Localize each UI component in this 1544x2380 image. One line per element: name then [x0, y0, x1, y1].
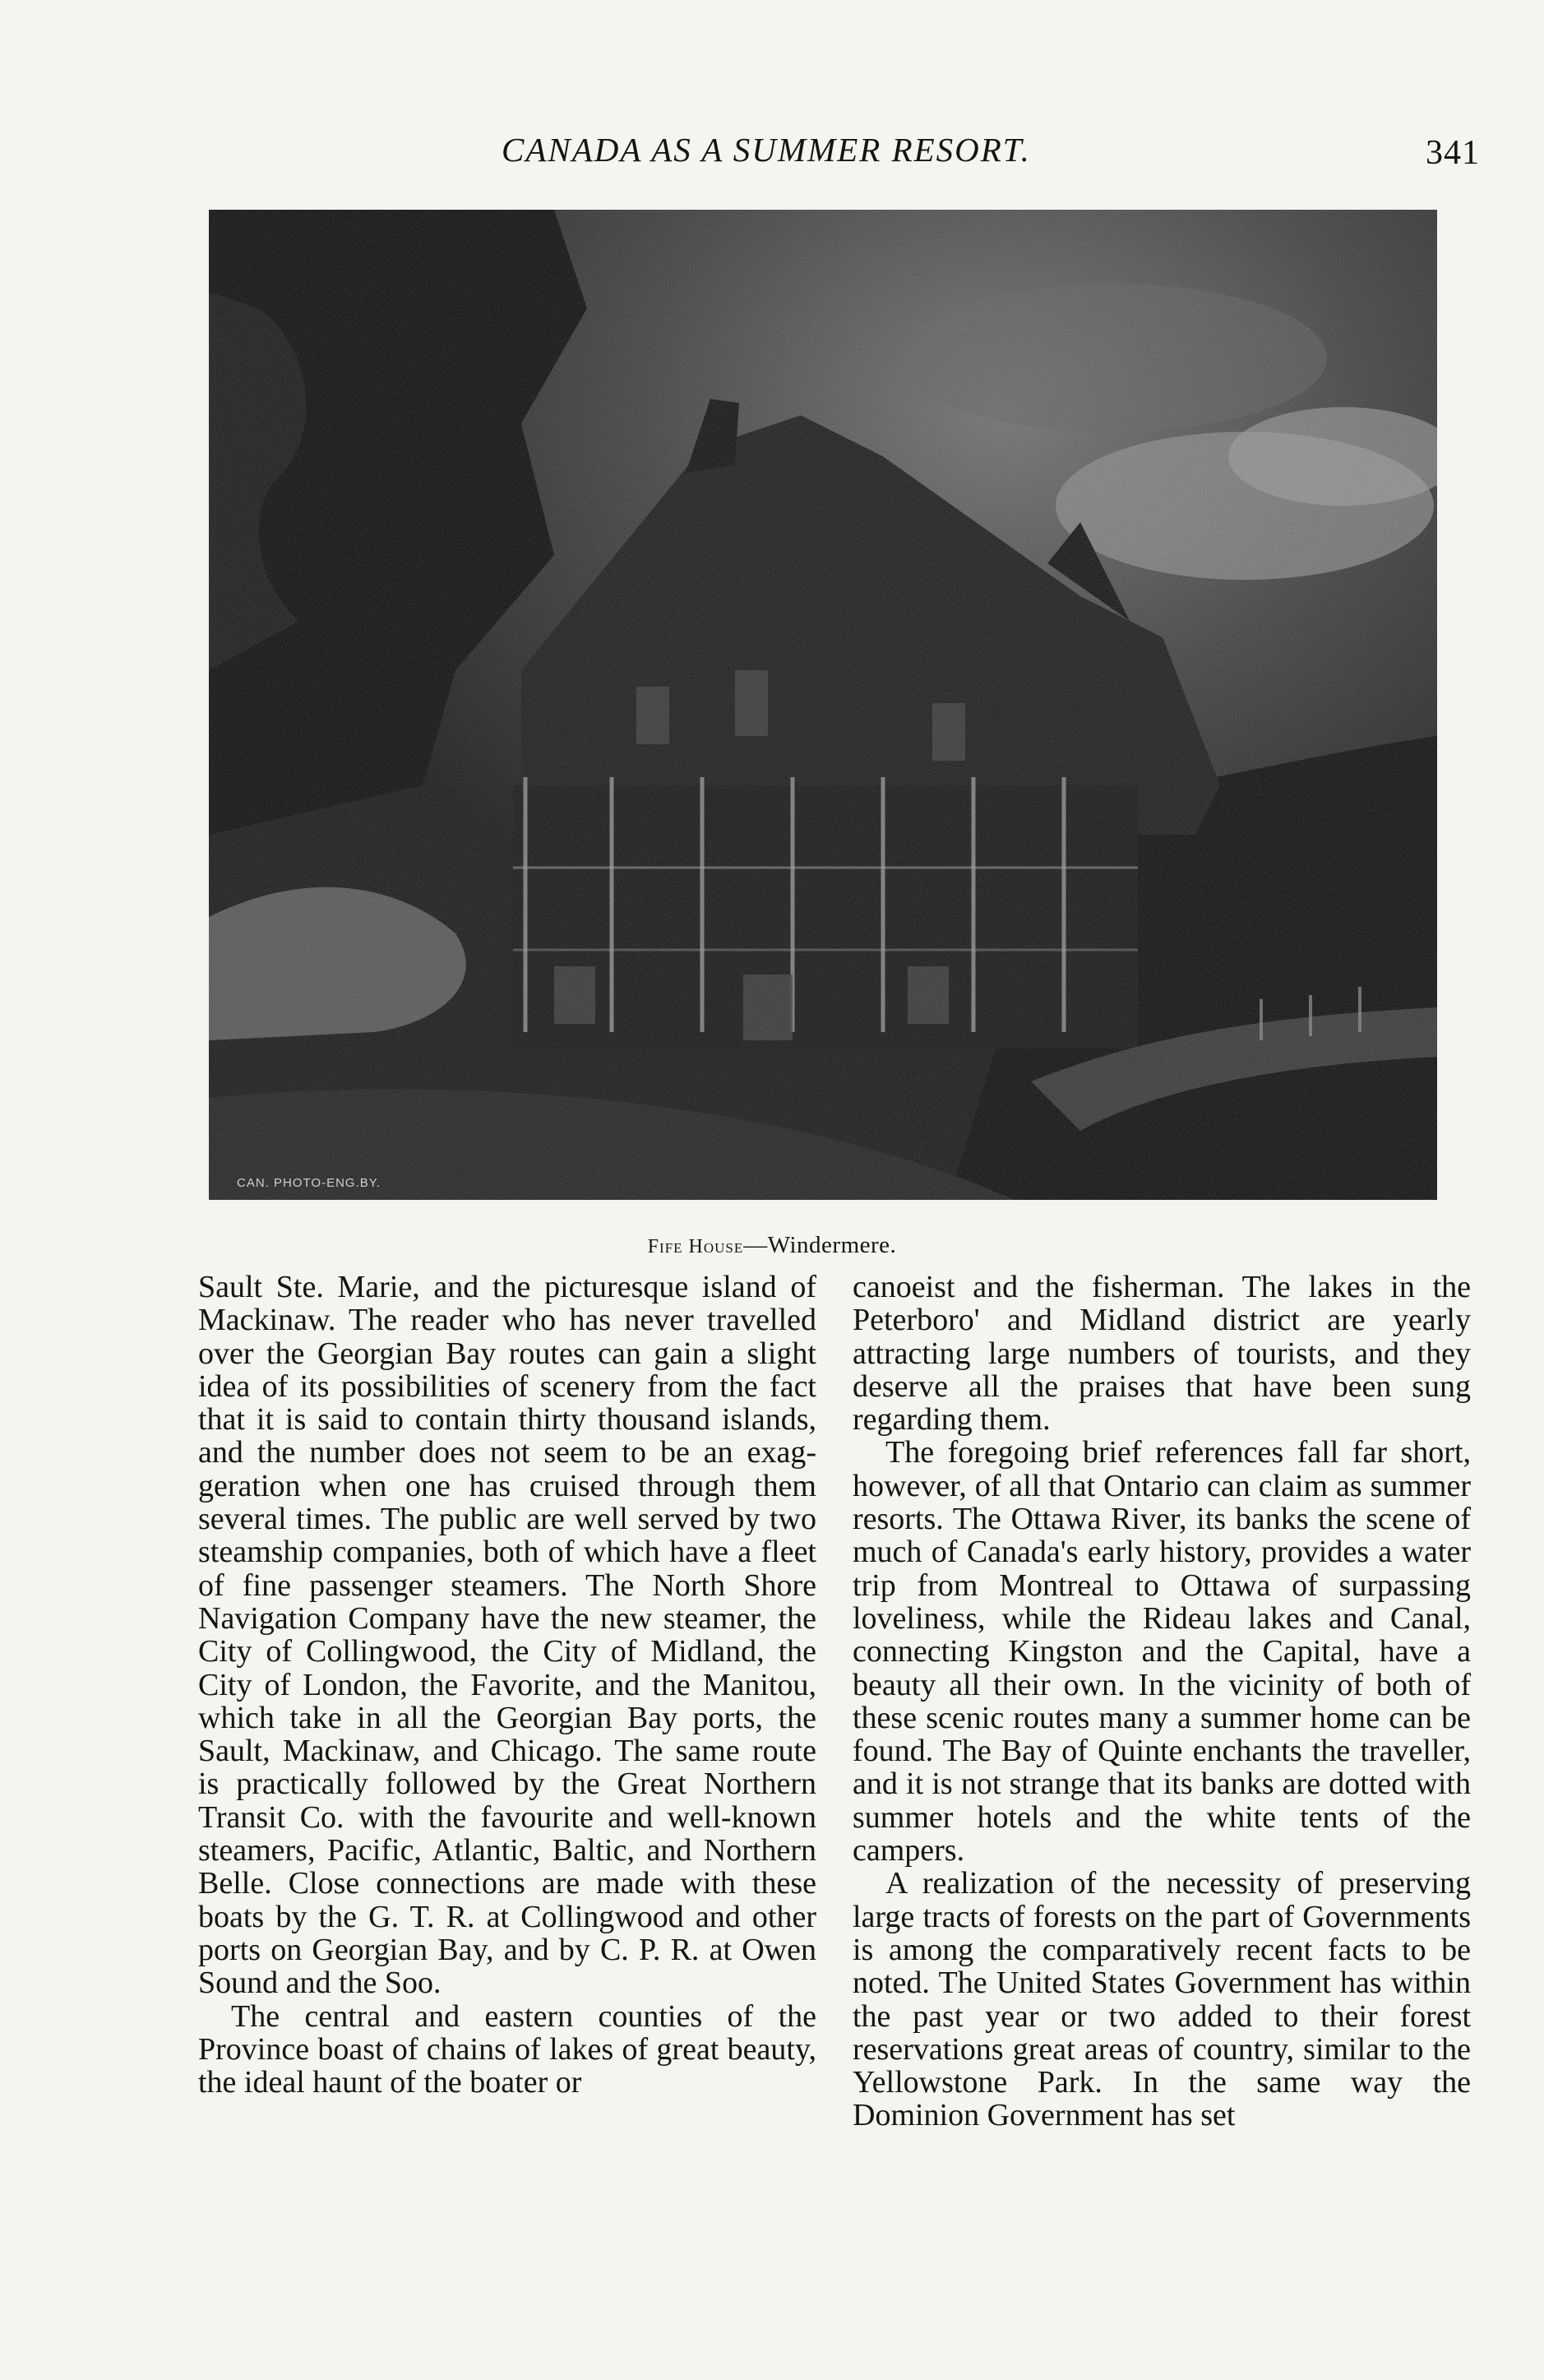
- engraver-credit: CAN. PHOTO-ENG.BY.: [237, 1176, 381, 1190]
- running-title: CANADA AS A SUMMER RESORT.: [502, 131, 1031, 169]
- paragraph: The central and eastern counties of the Province boast of chains of lakes of great beauty, the ideal haunt of the boater or: [198, 1998, 816, 2100]
- page-number: 341: [1426, 134, 1480, 172]
- left-column: [198, 1271, 816, 2099]
- caption-place: —Windermere.: [743, 1232, 897, 1258]
- paragraph: The foregoing brief references fall far short, however, of all that Ontario can claim as summer resorts. The Ottawa River, its banks the scene of much of Canada's early history, provides a water trip from Montreal to Ottawa of surpassing loveliness, while the Rideau lakes and Canal, connecting Kingston and the Capital, have a beauty all their own. In the vicinity of both of these scenic routes many a summer home can be found. The Bay of Quinte enchants the traveller, and it is not strange that its banks are dotted with summer hotels and the white tents of the campers.: [853, 1435, 1471, 1868]
- paragraph: A realization of the necessity of preserving large tracts of forests on the part of Governments is among the comparatively recent facts to be noted. The United States Government has within the past year or two added to their forest reservations great areas of country, similar to the Yellowstone Park. In the same way the Dominion Government has set: [853, 1866, 1471, 2133]
- figure-caption: [0, 1232, 1544, 1259]
- running-header: [197, 130, 1480, 179]
- right-column: [853, 1271, 1471, 2132]
- caption-name: Fife House: [647, 1236, 744, 1257]
- paragraph: canoeist and the fisherman. The lakes in the Peterboro' and Midland district are yearly attracting large numbers of tourists, and they deserve all the praises that have been sung regarding them.: [853, 1270, 1471, 1438]
- paragraph: Sault Ste. Marie, and the picturesque island of Mackinaw. The reader who has never travelled over the Georgian Bay routes can gain a slight idea of its possibilities of scenery from the fact that it is said to contain thirty thousand islands, and the number does not seem to be an exaggeration when one has cruised through them several times. The public are well served by two steamship companies, both of which have a fleet of fine passenger steamers. The North Shore Navigation Company have the new steamer, the City of Collingwood, the City of Midland, the City of London, the Favorite, and the Manitou, which take in all the Georgian Bay ports, the Sault, Mackinaw, and Chicago. The same route is practically followed by the Great Northern Transit Co. with the favourite and well-known steamers, Pacific, Atlantic, Baltic, and Northern Belle. Close connections are made with these boats by the G. T. R. at Collingwood and other ports on Georgian Bay, and by C. P. R. at Owen Sound and the Soo.: [198, 1270, 816, 2001]
- fife-house-photograph: [209, 210, 1437, 1200]
